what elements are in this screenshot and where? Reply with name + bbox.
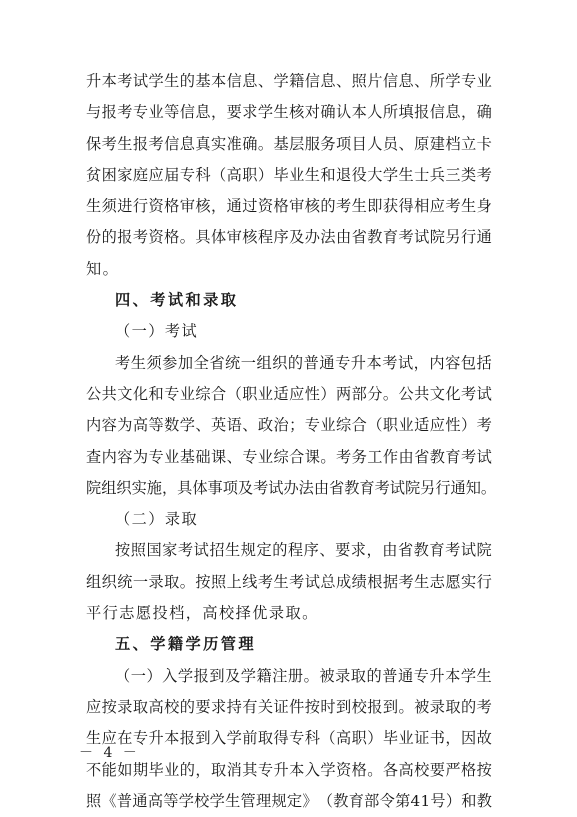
text-line: 按 照 国 家 考 试 招 生 规 定 的 程 序 、 要 求 ， 由 省 教 育 考 试 院 bbox=[115, 541, 492, 560]
text-line: 升 本 考 试 学 生 的 基 本 信 息 、 学 籍 信 息 、 照 片 信 息 、 所 学 专 业 bbox=[86, 72, 492, 90]
text-line: 内 容 为 高 等 数 学 、 英 语 、 政 治 ； 专 业 综 合 （ 职 业 适 应 性 ） 考 bbox=[86, 416, 492, 435]
text-line: 组 织 统 一 录 取 。 按 照 上 线 考 生 考 试 总 成 绩 根 据 考 生 志 愿 实 行 bbox=[86, 572, 492, 591]
text-line: 公 共 文 化 和 专 业 综 合 （ 职 业 适 应 性 ） 两 部 分 。 公 共 文 化 考 试 bbox=[86, 384, 492, 403]
section-heading-student-status: 五 、 学 籍 学 历 管 理 bbox=[115, 635, 255, 654]
subsection-heading-admission: （ 二 ） 录 取 bbox=[115, 510, 197, 529]
text-line: 应 按 录 取 高 校 的 要 求 持 有 关 证 件 按 时 到 校 报 到 。 被 录 取 的 考 bbox=[86, 697, 492, 716]
section-heading-exam-admission: 四 、 考 试 和 录 取 bbox=[115, 291, 237, 310]
text-line: 生 须 进 行 资 格 审 核 ， 通 过 资 格 审 核 的 考 生 即 获 得 相 应 考 生 身 bbox=[86, 197, 492, 216]
text-line: 贫 困 家 庭 应 届 专 科 （ 高 职 ） 毕 业 生 和 退 役 大 学 生 士 兵 三 类 考 bbox=[86, 165, 492, 184]
text-line: 院 组 织 实 施 ， 具 体 事 项 及 考 试 办 法 由 省 教 育 考 试 院 另 行 通 知 。 bbox=[86, 478, 497, 497]
text-line: 份 的 报 考 资 格 。 具 体 审 核 程 序 及 办 法 由 省 教 育 考 试 院 另 行 通 bbox=[86, 228, 492, 247]
text-line: 保 考 生 报 考 信 息 真 实 准 确 。 基 层 服 务 项 目 人 员 、 原 建 档 立 卡 bbox=[86, 134, 492, 153]
text-line: 照 《 普 通 高 等 学 校 学 生 管 理 规 定 》 （ 教 育 部 令 第 4 1 号 ） 和 教 bbox=[86, 791, 492, 810]
page-number: － 4 － bbox=[79, 745, 140, 761]
text-line: 不 能 如 期 毕 业 的 ， 取 消 其 专 升 本 入 学 资 格 。 各 高 校 要 严 格 按 bbox=[86, 760, 492, 779]
text-line: 查 内 容 为 专 业 基 础 课 、 专 业 综 合 课 。 考 务 工 作 由 省 教 育 考 试 bbox=[86, 447, 492, 466]
subsection-heading-exam: （ 一 ） 考 试 bbox=[115, 322, 197, 341]
body-text bbox=[86, 66, 497, 817]
text-line: 考 生 须 参 加 全 省 统 一 组 织 的 普 通 专 升 本 考 试 ， 内 容 包 括 bbox=[115, 353, 492, 372]
text-line: 与 报 考 专 业 等 信 息 ， 要 求 学 生 核 对 确 认 本 人 所 填 报 信 息 ， 确 bbox=[86, 103, 492, 122]
text-line: 知 。 bbox=[86, 259, 118, 278]
text-line: 生 应 在 专 升 本 报 到 入 学 前 取 得 专 科 （ 高 职 ） 毕 业 证 书 ， 因 故 bbox=[86, 729, 492, 748]
text-line: （ 一 ） 入 学 报 到 及 学 籍 注 册 。 被 录 取 的 普 通 专 升 本 学 生 bbox=[115, 666, 492, 685]
text-line: 平 行 志 愿 投 档 ， 高 校 择 优 录 取 。 bbox=[86, 604, 318, 623]
